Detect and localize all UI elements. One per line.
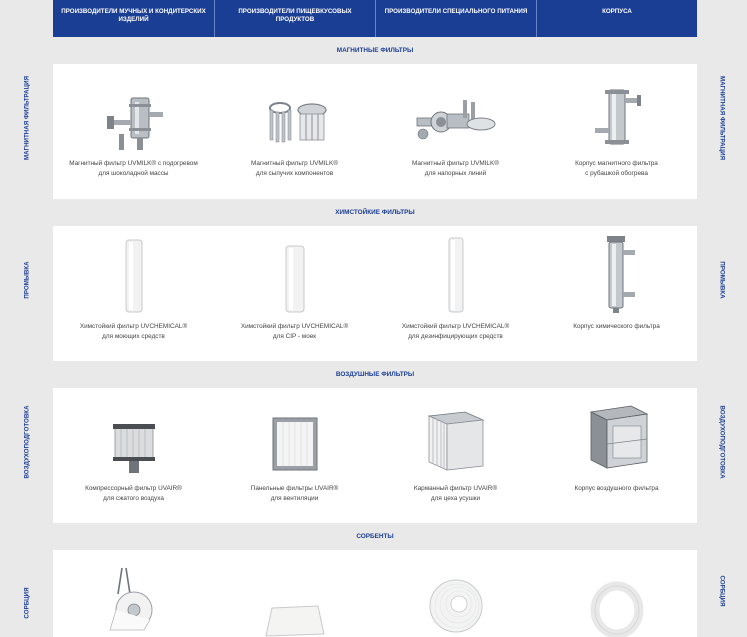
product-purpose: для шоколадной массы: [98, 169, 169, 177]
pocket-filter-icon: [375, 410, 536, 472]
product-name: Химстойкий фильтр UVCHEMICAL®: [240, 323, 349, 330]
product-card[interactable]: [53, 226, 214, 361]
product-purpose: для сжатого воздуха: [103, 494, 164, 502]
product-purpose: для напорных линий: [424, 169, 487, 177]
section-chemical-filters: [0, 199, 747, 361]
product-caption: [53, 322, 214, 342]
side-label-right: СОРБЦИЯ: [718, 575, 726, 607]
section-content: [53, 64, 697, 199]
section-content: [53, 388, 697, 523]
pressure-line-filter-icon: [375, 94, 536, 144]
product-card[interactable]: [53, 64, 214, 199]
sorbent-roll-dispenser-icon: [53, 564, 214, 634]
section-magnetic-filters: [0, 37, 747, 199]
side-panel-right: [697, 37, 747, 199]
filter-cartridge-icon: [375, 236, 536, 314]
section-title: ВОЗДУШНЫЕ ФИЛЬТРЫ: [53, 361, 697, 388]
product-name: Корпус воздушного фильтра: [574, 485, 659, 492]
product-card[interactable]: [214, 550, 375, 637]
product-name: Магнитный фильтр UVMILK®: [412, 160, 499, 167]
section-content: [53, 550, 697, 637]
product-card[interactable]: [536, 226, 697, 361]
column-header-flour-confectionery: ПРОИЗВОДИТЕЛИ МУЧНЫХ И КОНДИТЕРСКИХ ИЗДЕЛИЙ: [53, 0, 214, 37]
product-name: Магнитный фильтр UVMILK®: [251, 160, 338, 167]
product-name: Карманный фильтр UVAIR®: [413, 485, 498, 492]
product-caption: [536, 159, 697, 179]
side-label-left: ВОЗДУХОПОДГОТОВКА: [23, 405, 30, 479]
side-label-left: ПРОМЫВКА: [23, 261, 30, 299]
product-purpose: с рубашкой обогрева: [585, 169, 648, 177]
product-caption: [53, 159, 214, 179]
product-card[interactable]: [53, 388, 214, 523]
side-label-left: МАГНИТНАЯ ФИЛЬТРАЦИЯ: [23, 75, 30, 161]
magnetic-filter-heated-icon: [53, 94, 214, 154]
product-caption: [536, 484, 697, 494]
product-card[interactable]: [214, 226, 375, 361]
sorbent-roll-icon: [375, 570, 536, 637]
magnetic-rods-icon: [214, 96, 375, 146]
product-name: Компрессорный фильтр UVAIR®: [85, 485, 182, 492]
product-name: Магнитный фильтр UVMILK® с подогревом: [69, 160, 198, 167]
jacketed-housing-icon: [536, 84, 697, 150]
product-caption: [375, 159, 536, 179]
product-name: Корпус магнитного фильтра: [575, 160, 658, 167]
product-purpose: для дезинфицирующих средств: [408, 332, 503, 340]
side-panel-right: [697, 199, 747, 361]
side-label-right: МАГНИТНАЯ ФИЛЬТРАЦИЯ: [718, 75, 726, 161]
product-caption: [536, 322, 697, 332]
side-label-right: ПРОМЫВКА: [718, 261, 726, 299]
side-panel-right: [697, 361, 747, 523]
product-purpose: для вентиляции: [270, 494, 319, 502]
side-panel-left: [0, 361, 53, 523]
product-name: Химстойкий фильтр UVCHEMICAL®: [79, 323, 188, 330]
product-purpose: для моющих средств: [102, 332, 165, 340]
section-title: СОРБЕНТЫ: [53, 523, 697, 550]
product-card[interactable]: [536, 64, 697, 199]
product-card[interactable]: [214, 388, 375, 523]
product-card[interactable]: [375, 550, 536, 637]
filter-cartridge-icon: [53, 238, 214, 314]
panel-filter-icon: [214, 416, 375, 472]
column-header-bar: [0, 0, 747, 37]
header-corner-right: [697, 0, 747, 37]
product-card[interactable]: [375, 64, 536, 199]
product-caption: [214, 484, 375, 504]
product-card[interactable]: [214, 64, 375, 199]
column-header-special-nutrition: ПРОИЗВОДИТЕЛИ СПЕЦИАЛЬНОГО ПИТАНИЯ: [375, 0, 536, 37]
product-purpose: для сыпучих компонентов: [255, 169, 334, 177]
sorbent-ring-icon: [536, 574, 697, 637]
section-content: [53, 226, 697, 361]
product-caption: [375, 484, 536, 504]
section-title: ХИМСТОЙКИЕ ФИЛЬТРЫ: [53, 199, 697, 226]
product-card[interactable]: [53, 550, 214, 637]
column-header-food-flavor: ПРОИЗВОДИТЕЛИ ПИЩЕВКУСОВЫХ ПРОДУКТОВ: [214, 0, 375, 37]
product-name: Корпус химического фильтра: [573, 323, 660, 330]
product-caption: [53, 484, 214, 504]
column-header-housings: КОРПУСА: [536, 0, 697, 37]
side-panel-right: [697, 523, 747, 637]
product-caption: [214, 322, 375, 342]
product-name: Химстойкий фильтр UVCHEMICAL®: [401, 323, 510, 330]
product-card[interactable]: [536, 388, 697, 523]
side-label-left: СОРБЦИЯ: [23, 587, 30, 619]
product-caption: [375, 322, 536, 342]
product-caption: [214, 159, 375, 179]
side-panel-left: [0, 37, 53, 199]
sorbent-pad-icon: [214, 604, 375, 637]
header-corner-left: [0, 0, 53, 37]
air-housing-icon: [536, 404, 697, 474]
product-purpose: для цеха усушки: [430, 494, 481, 502]
section-sorbents: [0, 523, 747, 637]
product-card[interactable]: [375, 226, 536, 361]
product-purpose: для CIP - моек: [272, 332, 317, 340]
side-panel-left: [0, 523, 53, 637]
side-panel-left: [0, 199, 53, 361]
section-title: МАГНИТНЫЕ ФИЛЬТРЫ: [53, 37, 697, 64]
product-name: Панельные фильтры UVAIR®: [250, 485, 339, 492]
side-label-right: ВОЗДУХОПОДГОТОВКА: [718, 405, 726, 479]
section-air-filters: [0, 361, 747, 523]
product-card[interactable]: [536, 550, 697, 637]
compressor-filter-icon: [53, 422, 214, 478]
product-card[interactable]: [375, 388, 536, 523]
filter-cartridge-icon: [214, 244, 375, 314]
chemical-housing-icon: [536, 234, 697, 314]
